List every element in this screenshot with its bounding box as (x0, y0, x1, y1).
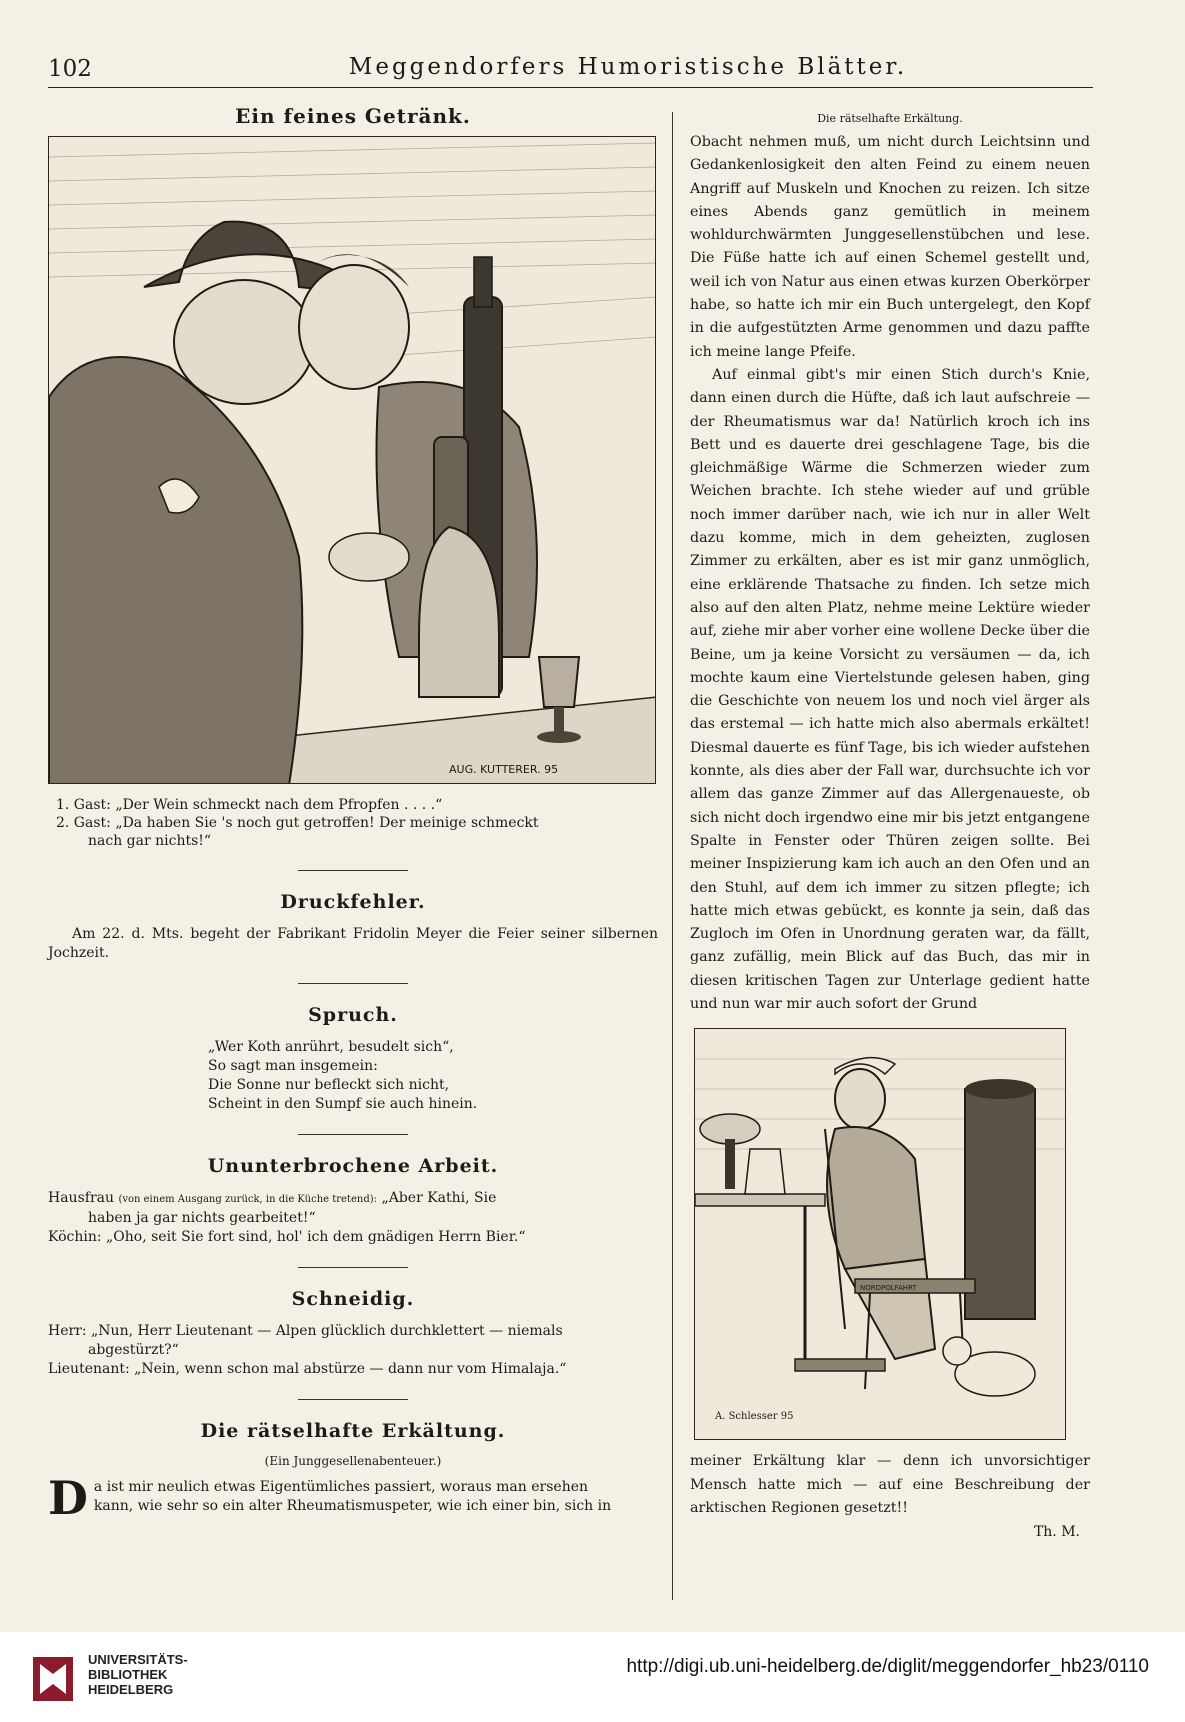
schneidig-line-2: Lieutenant: „Nein, wenn schon mal abstürze — dann nur vom Himalaja.“ (48, 1361, 567, 1377)
spruch-verse-2: So sagt man insgemein: (208, 1058, 378, 1074)
story-paragraph-1: Obacht nehmen muß, um nicht durch Leichtsinn und Gedankenlosigkeit den alten Feind zu einem neuen Angriff auf Muskeln und Knochen zu reizen. Ich sitze eines Abends ganz gemütlich in meinem wohldurchwärmten Junggesellenstübchen und lese. Die Füße hatte ich auf einen Schemel gestellt und, weil ich von Natur aus einen etwas kurzen Oberkörper habe, so hatte ich mir ein Buch untergelegt, den Kopf in die aufgestützten Arme genommen und dazu paffte ich meine lange Pfeife. (690, 134, 1090, 360)
spruch-verse-3: Die Sonne nur befleckt sich nicht, (208, 1077, 450, 1093)
schneidig-title: Schneidig. (291, 1288, 415, 1310)
page-header (48, 54, 1093, 88)
separator (298, 1134, 408, 1135)
continued-title: Die rätselhafte Erkältung. (817, 112, 963, 125)
caption-line-2: 2. Gast: „Da haben Sie 's noch gut getroffen! Der meinige schmeckt (56, 815, 539, 831)
schneidig-line-1: Herr: „Nun, Herr Lieutenant — Alpen glücklich durchklettert — niemals (48, 1323, 563, 1339)
erkaeltung-line-2: kann, wie sehr so ein alter Rheumatismuspeter, wie ich einer bin, sich in (93, 1498, 612, 1514)
cartoon-title: Ein feines Getränk. (235, 104, 471, 128)
spruch-verse-1: „Wer Koth anrührt, besudelt sich“, (208, 1039, 454, 1055)
right-column (690, 112, 1090, 1540)
stage-direction: (von einem Ausgang zurück, in die Küche tretend): (118, 1194, 378, 1205)
spruch-verse-4: Scheint in den Sumpf sie auch hinein. (208, 1096, 478, 1112)
dropcap: D (48, 1471, 88, 1525)
story-paragraph-2: Auf einmal gibt's mir einen Stich durch's Knie, dann einen durch die Hüfte, daß ich laut aufschreie — der Rheumatismus war da! Natürlich kroch ich ins Bett und es dauerte drei geschlagene Tage, bis die gleichmäßige Wärme die Schmerzen wieder zum Weichen brachte. Ich stehe wieder auf und grüble noch immer darüber nach, wie ich nur in aller Welt dazu komme, mich in dem geheizten, zuglosen Zimmer zu erkälten, aber es ist mir ganz unmöglich, eine erklärende Thatsache zu finden. Ich setze mich also auf den alten Platz, nehme meine Lektüre wieder auf, ziehe mir aber vorher eine wollene Decke über die Beine, um ja keine Vorsicht zu versäumen — da, ich mochte kaum eine Viertelstunde gelesen haben, ging die Geschichte von neuem los und noch viel ärger als das erstemal — ich hatte mich also abermals erkältet! Diesmal dauerte es fünf Tage, bis ich wieder aufstehen konnte, als dies aber der Fall war, durchsuchte ich vor allem das ganze Zimmer auf das Allergenaueste, ob sich nicht doch irgendwo eine mir bis jetzt entgangene Spalte in Fenster oder Thüren zeigen sollte. Bei meiner Inspizierung kam ich auch an den Ofen und an den Stuhl, auf dem ich immer zu sitzen pflegte; ich hatte mich etwas gebückt, es konnte ja sein, daß das Zugloch im Ofen in Unordnung geraten war, da fällt, ganz zufällig, mein Blick auf das Buch, das mir in diesen kritischen Tagen zur Unterlage gedient hatte und nun war mir auch sofort der Grund (690, 366, 1090, 1012)
column-divider (672, 112, 673, 1600)
arbeit-line-1-cont: haben ja gar nichts gearbeitet!“ (88, 1210, 316, 1226)
caption-line-3: nach gar nichts!“ (88, 833, 212, 849)
arbeit-line-2: Köchin: „Oho, seit Sie fort sind, hol' ich dem gnädigen Herrn Bier.“ (48, 1229, 526, 1245)
library-name-line-3: HEIDELBERG (88, 1682, 174, 1697)
rheumatism-illustration (694, 1028, 1066, 1440)
illustration-signature: A. Schlesser 95 (715, 1411, 794, 1423)
illustration-signature: AUG. KUTTERER. 95 (449, 763, 559, 776)
spruch-title: Spruch. (308, 1004, 398, 1026)
author-signature: Th. M. (1033, 1524, 1080, 1541)
erkaeltung-subtitle: (Ein Junggesellenabenteuer.) (264, 1454, 442, 1468)
book-label: NORDPOLFAHRT (860, 1284, 917, 1293)
source-url-link[interactable]: http://digi.ub.uni-heidelberg.de/diglit/meggendorfer_hb23/0110 (626, 1656, 1149, 1677)
footer-bar (0, 1632, 1185, 1722)
arbeit-title: Ununterbrochene Arbeit. (207, 1155, 499, 1177)
library-name-line-1: UNIVERSITÄTS- (88, 1652, 188, 1667)
library-name-line-2: BIBLIOTHEK (88, 1667, 168, 1682)
running-title: Meggendorfers Humoristische Blätter. (348, 54, 908, 80)
speaker-hausfrau: Hausfrau (48, 1190, 114, 1206)
druckfehler-title: Druckfehler. (280, 891, 426, 913)
druckfehler-text: Am 22. d. Mts. begeht der Fabrikant Fridolin Meyer die Feier seiner silbernen Jochzeit. (48, 926, 658, 961)
page-number: 102 (48, 56, 92, 82)
schneidig-line-1-cont: abgestürzt?“ (88, 1342, 179, 1358)
erkaeltung-opening (48, 1471, 658, 1525)
tavern-illustration (48, 136, 656, 784)
story-paragraph-3: meiner Erkältung klar — denn ich unvorsichtiger Mensch hatte mich — auf eine Beschreibung der arktischen Regionen gesetzt!! (690, 1453, 1090, 1516)
schneidig-dialog (48, 1322, 658, 1379)
separator (298, 1399, 408, 1400)
library-logo-icon (28, 1652, 78, 1706)
separator (298, 870, 408, 871)
arbeit-dialog (48, 1189, 658, 1247)
erkaeltung-title: Die rätselhafte Erkältung. (200, 1420, 506, 1442)
arbeit-line-1: „Aber Kathi, Sie (381, 1190, 497, 1206)
man-reading-drawing (695, 1029, 1066, 1440)
tavern-drawing (49, 137, 656, 784)
left-column (48, 104, 658, 1525)
library-name (88, 1652, 188, 1697)
erkaeltung-line-1: a ist mir neulich etwas Eigentümliches passiert, woraus man ersehen (93, 1479, 589, 1495)
cartoon-caption (48, 796, 658, 850)
caption-line-1: 1. Gast: „Der Wein schmeckt nach dem Pfropfen . . . .“ (56, 797, 443, 813)
separator (298, 983, 408, 984)
separator (298, 1267, 408, 1268)
